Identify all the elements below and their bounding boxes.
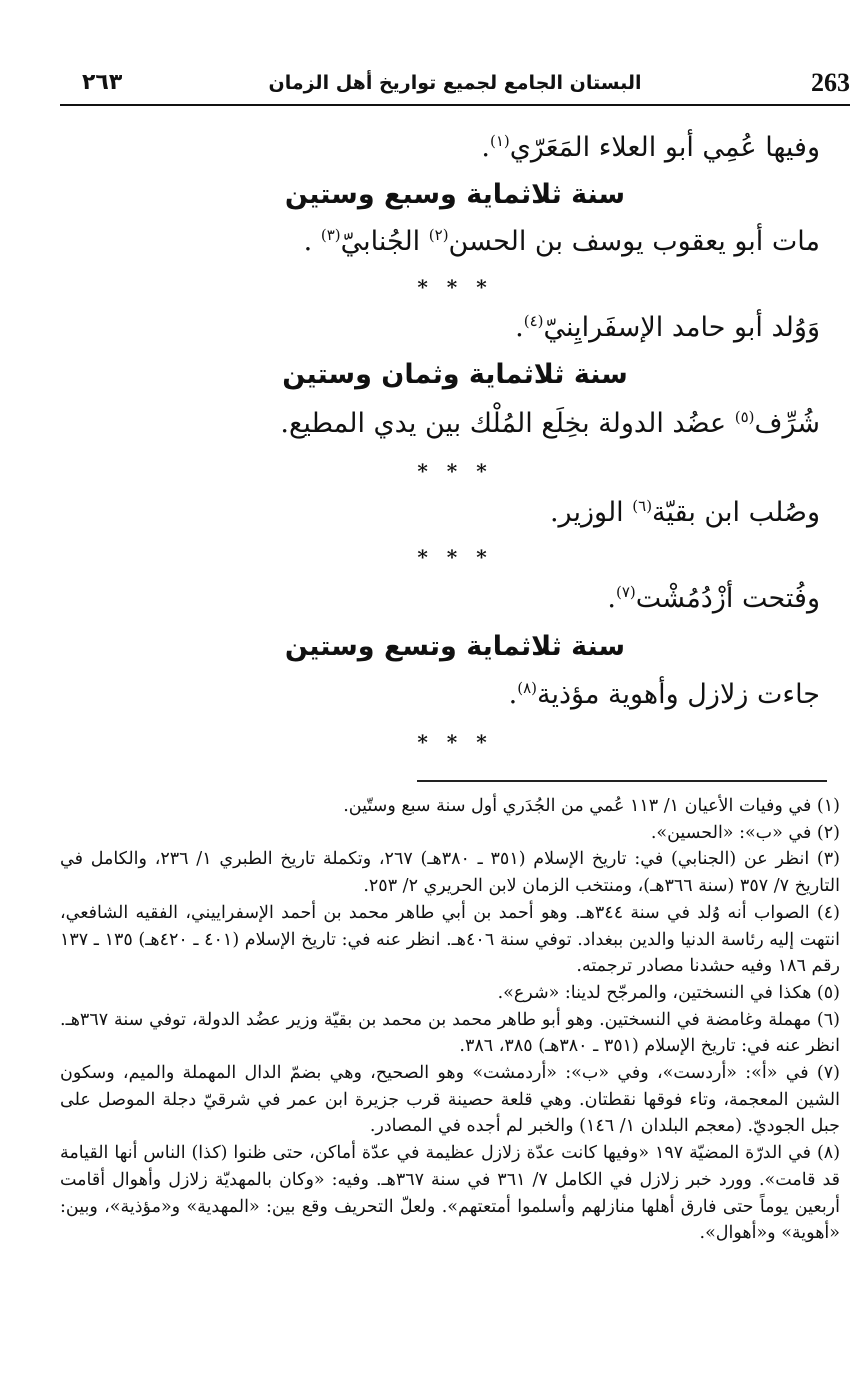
footnote-ref-4: (٤) [523, 312, 544, 330]
footnote-1: (١) في وفيات الأعيان ١/ ١١٣ عُمي من الجُدَري أول سنة سبع وستّين. [343, 796, 840, 816]
running-title: البستان الجامع لجميع تواريخ أهل الزمان [268, 72, 642, 94]
footnote-7: (٧) في «أ»: «أردست»، وفي «ب»: «أردمشت» وهو الصحيح، وهي بضمّ الدال المهملة والميم، وسكون الشين المعجمة، وتاء فوقها نقطتان. وهي قلعة حصينة قرب جزيرة ابن عمر في شرقيّ دجلة الموصل على جبل الجوديّ. (معجم البلدان ١/ ١٤٦) والخبر لم أجده في المصادر. [60, 1063, 840, 1137]
footnote-rule [417, 780, 827, 782]
year-heading-367: سنة ثلاثماية وسبع وستين [284, 179, 626, 210]
text-line-3: وَوُلد أبو حامد الإسفَرايِنيّ$^{(٤)}$. [515, 312, 820, 343]
text-line-2: مات أبو يعقوب يوسف بن الحسن$^{(٢)}$ الجُنابيّ$^{(٣)}$ . [303, 226, 820, 257]
footnote-ref-3: (٣) [320, 226, 341, 244]
section-separator: * * * [417, 545, 493, 569]
footnote-ref-7: (٧) [615, 583, 636, 601]
text-line-7: جاءت زلازل وأهوية مؤذية$^{(٨)}$. [508, 679, 820, 710]
header-rule [60, 104, 850, 106]
footnote-ref-1: (١) [489, 132, 510, 150]
footnote-2: (٢) في «ب»: «الحسين». [650, 822, 840, 843]
section-separator: * * * [417, 730, 493, 754]
text-line-4: شُرِّف$^{(٥)}$ عضُد الدولة بخِلَع المُلْك بين يدي المطيع. [280, 408, 820, 439]
footnote-ref-5: (٥) [734, 408, 755, 426]
text-line-5: وصُلب ابن بقيّة$^{(٦)}$ الوزير. [549, 497, 820, 528]
footnote-ref-6: (٦) [632, 497, 653, 515]
footnote-5: (٥) هكذا في النسختين، والمرجّح لدينا: «شرع». [497, 982, 840, 1003]
text-line-1: وفيها عُمِي أبو العلاء المَعَرّي$^{(١)}$. [481, 132, 820, 163]
footnote-6: (٦) مهملة وغامضة في النسختين. وهو أبو طاهر محمد بن محمد بن بقيّة وزير عضُد الدولة، توفي سنة ٣٦٧هـ. انظر عنه في: تاريخ الإسلام (٣٥١ ـ ٣٨٠هـ) ٣٨٥، ٣٨٦. [60, 1009, 840, 1057]
footnote-4: (٤) الصواب أنه وُلد في سنة ٣٤٤هـ. وهو أحمد بن أبي طاهر محمد بن أحمد الإسفراييني، الفقيه الشافعي، انتهت إليه رئاسة الدنيا والدين ببغداد. توفي سنة ٤٠٦هـ. انظر عنه في: تاريخ الإسلام (٤٠١ ـ ٤٢٠هـ) ١٣٥ ـ ١٣٧ رقم ١٨٦ وفيه حشدنا مصادر ترجمته. [60, 902, 840, 977]
text-line-6: وفُتحت أزْدُمُشْت$^{(٧)}$. [607, 583, 820, 614]
footnotes [60, 793, 840, 1247]
page-number-arabic: ٢٦٣ [82, 70, 123, 95]
footnote-8: (٨) في الدرّة المضيّة ١٩٧ «وفيها كانت عدّة زلازل عظيمة في عدّة أماكن، حتى ظنوا (كذا) الناس أنها القيامة قد قامت». وورد خبر زلازل في الكامل ٧/ ٣٦١ في سنة ٣٦٧هـ. وفيه: «وكان بالمهديّة زلازل وأهوال أقامت أربعين يوماً حتى فارق أهلها منازلهم وأسلموا أمتعتهم». ولعلّ التحريف وقع بين: «المهدية» و«مؤذية»، وبين: «أهوية» و«أهوال». [60, 1143, 841, 1244]
year-heading-369: سنة ثلاثماية وتسع وستين [284, 631, 626, 662]
section-separator: * * * [417, 459, 493, 483]
section-separator: * * * [417, 275, 493, 299]
page-header [60, 58, 850, 102]
footnote-ref-8: (٨) [517, 679, 537, 697]
year-heading-368: سنة ثلاثماية وثمان وستين [282, 359, 628, 390]
footnote-3: (٣) انظر عن (الجنابي) في: تاريخ الإسلام (٣٥١ ـ ٣٨٠هـ) ٢٦٧، وتكملة تاريخ الطبري ١/ ٢٣٦، والكامل في التاريخ ٧/ ٣٥٧ (سنة ٣٦٦هـ)، ومنتخب الزمان لابن الحريري ٢/ ٢٥٣. [60, 849, 840, 897]
page-number-latin: 263 [811, 68, 850, 97]
footnote-ref-2: (٢) [428, 226, 449, 244]
